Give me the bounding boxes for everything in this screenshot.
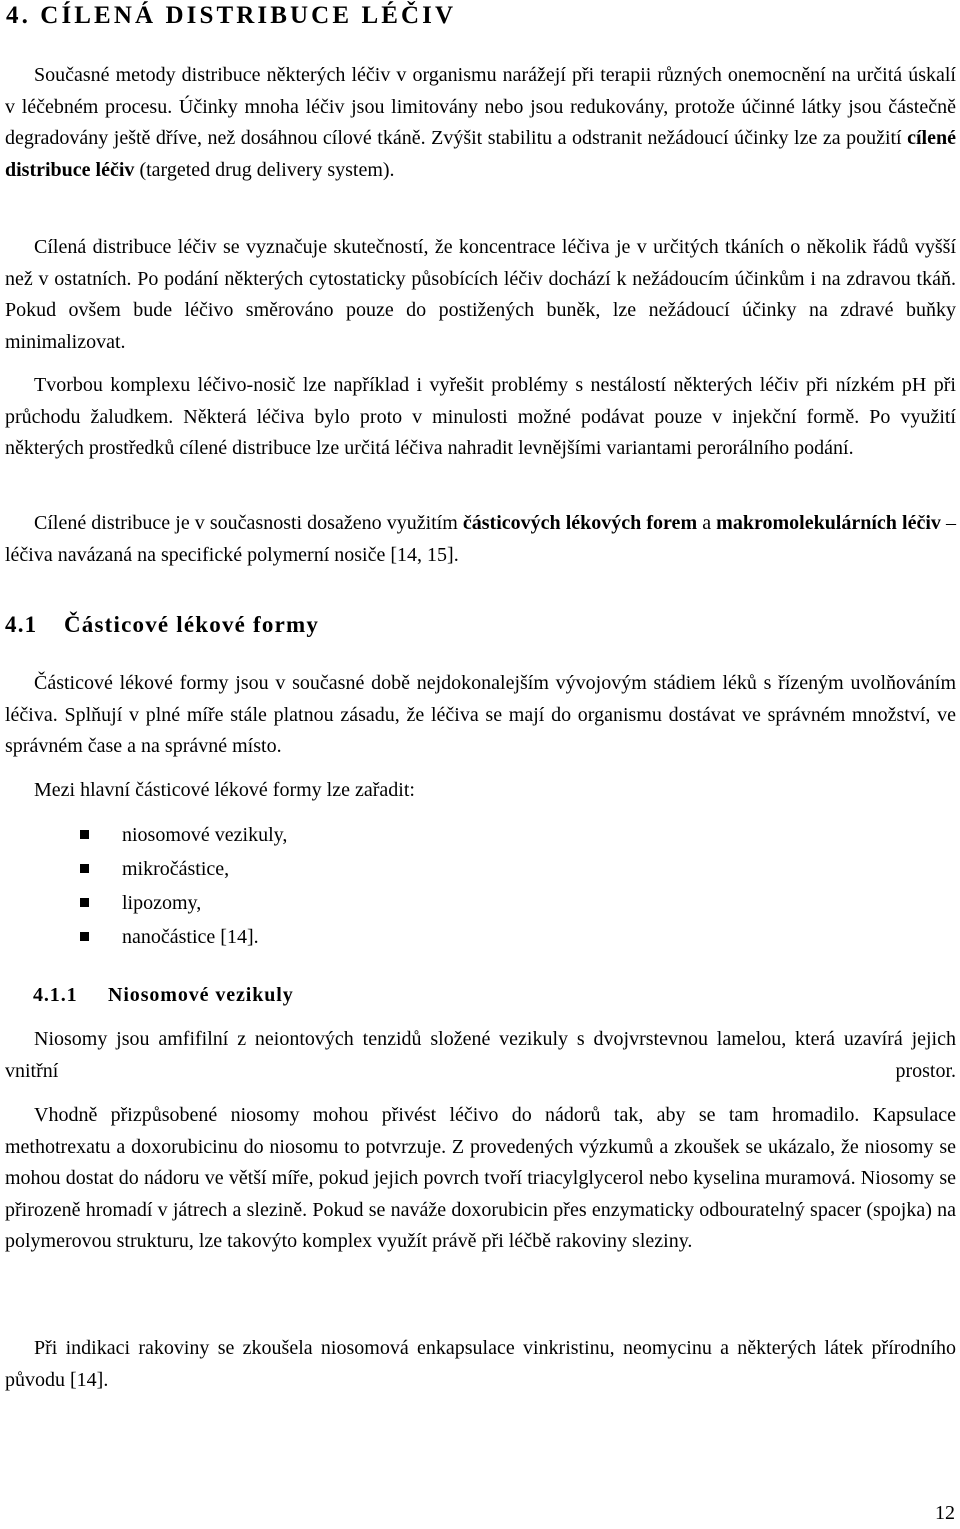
square-bullet-icon <box>80 864 89 873</box>
paragraph-list-intro: Mezi hlavní částicové lékové formy lze zařadit: <box>34 779 415 801</box>
paragraph-niosomes-indication: Při indikaci rakoviny se zkoušela niosomová enkapsulace vinkristinu, neomycinu a některých látek přírodního původu [14]. <box>5 1337 956 1391</box>
page-number: 12 <box>935 1502 955 1524</box>
term-macromolecular-drugs: makromolekulárních léčiv <box>716 512 941 534</box>
term-targeted-delivery: cílené distribuce léčiv <box>5 127 956 181</box>
paragraph-particle-forms: Částicové lékové formy jsou v současné době nejdokonalejším vývojovým stádiem léků s řízeným uvolňováním léčiva. Splňují v plné míře stále platnou zásadu, že léčiva se mají do organismu dostávat ve správném množství, ve správném čase a na správné místo. <box>5 672 956 757</box>
square-bullet-icon <box>80 898 89 907</box>
square-bullet-icon <box>80 932 89 941</box>
list-item: lipozomy, <box>0 886 287 920</box>
term-particle-forms: částicových lékových forem <box>462 512 698 534</box>
paragraph-niosomes-definition: Niosomy jsou amfifilní z neiontových tenzidů složené vezikuly s dvojvrstevnou lamelou, která uzavírá jejich vnitřní prostor. <box>5 1028 956 1082</box>
paragraph-niosomes-tumors: Vhodně přizpůsobené niosomy mohou přivést léčivo do nádorů tak, aby se tam hromadilo. Kapsulace methotrexatu a doxorubicinu do niosomu to potvrzuje. Z provedených výzkumů a zkoušek se ukázalo, že niosomy se mohou dostat do nádoru ve větší míře, pokud jejich povrch tvoří triacylglycerol nebo kyselina muramová. Niosomy se přirozeně hromadí v játrech a slezině. Pokud se naváže doxorubicin přes enzymaticky odbouratelný spacer (spojka) na polymerovou strukturu, lze takovýto komplex využít právě při léčbě rakoviny sleziny. <box>5 1104 956 1252</box>
list-item: mikročástice, <box>0 852 287 886</box>
chapter-heading: 4. CÍLENÁ DISTRIBUCE LÉČIV <box>6 2 457 29</box>
section-heading-4-1-1: 4.1.1 Niosomové vezikuly <box>33 984 294 1006</box>
paragraph-targeted-distribution: Cílená distribuce léčiv se vyznačuje skutečností, že koncentrace léčiva je v určitých tkáních o několik řádů vyšší než v ostatních. Po podání některých cytostaticky působících léčiv dochází k nežádoucím účinkům i na zdravou tkáň. Pokud ovšem bude léčivo směrováno pouze do postižených buněk, lze nežádoucí účinky na zdravé buňky minimalizovat. <box>5 236 956 353</box>
list-item: nanočástice [14]. <box>0 920 287 954</box>
paragraph-achievement: Cílené distribuce je v současnosti dosaženo využitím částicových lékových forem a makromolekulárních léčiv – léčiva navázaná na specifické polymerní nosiče [14, 15]. <box>5 512 956 566</box>
paragraph-carrier-complex: Tvorbou komplexu léčivo-nosič lze například i vyřešit problémy s nestálostí některých léčiv při nízkém pH při průchodu žaludkem. Některá léčiva bylo proto v minulosti možné podávat pouze v injekční formě. Po využití některých prostředků cílené distribuce lze určitá léčiva nahradit levnějšími variantami perorálního podání. <box>5 374 956 459</box>
section-heading-4-1: 4.1 Částicové lékové formy <box>5 612 320 637</box>
paragraph-intro: Současné metody distribuce některých léčiv v organismu narážejí při terapii různých onemocnění na určitá úskalí v léčebném procesu. Účinky mnoha léčiv jsou limitovány nebo jsou redukovány, protože účinné látky jsou částečně degradovány ještě dříve, než dosáhnou cílové tkáně. Zvýšit stabilitu a odstranit nežádoucí účinky lze za použití cílené distribuce léčiv (targeted drug delivery system). <box>5 64 956 181</box>
square-bullet-icon <box>80 830 89 839</box>
particle-forms-list <box>0 818 287 954</box>
list-item: niosomové vezikuly, <box>0 818 287 852</box>
